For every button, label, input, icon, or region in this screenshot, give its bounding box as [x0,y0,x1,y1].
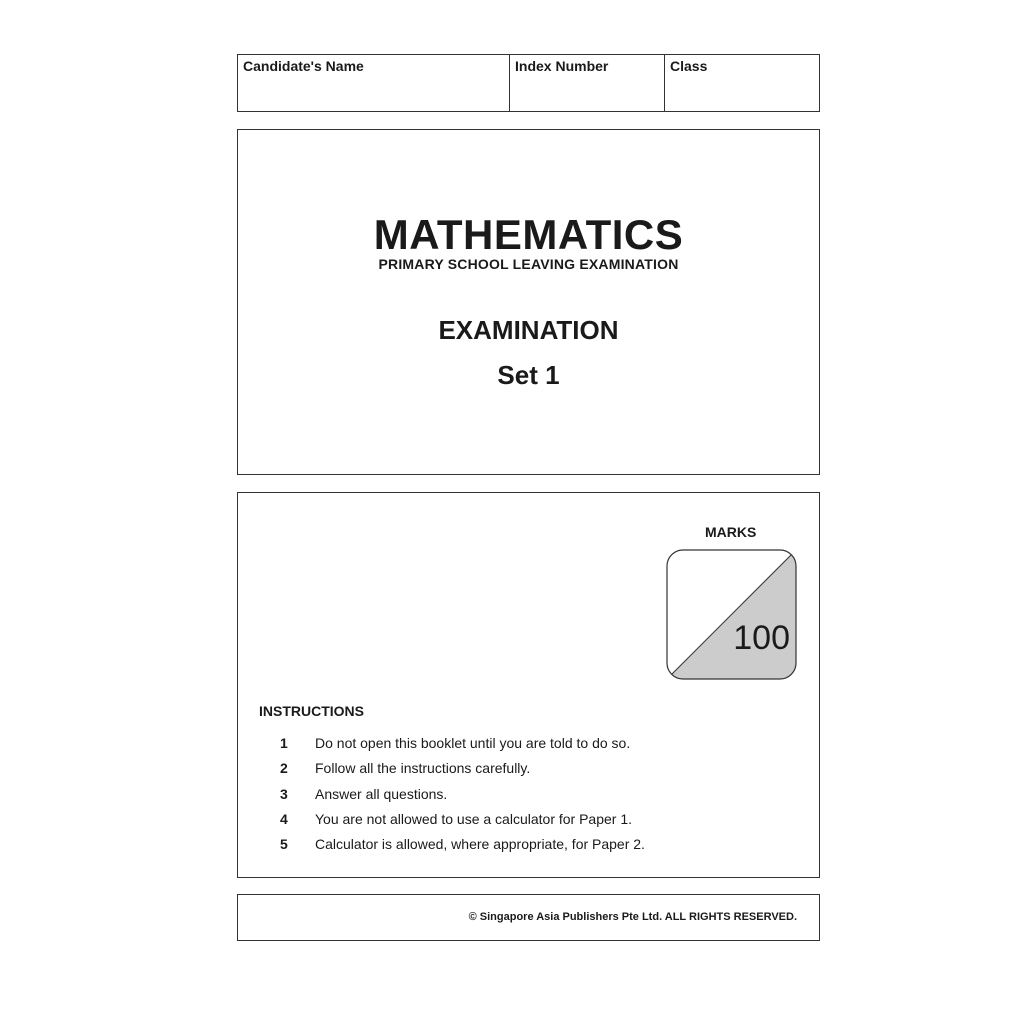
index-number-label: Index Number [515,58,609,74]
instruction-text: Follow all the instructions carefully. [315,760,531,776]
title-panel [237,129,820,475]
class-label: Class [670,58,708,74]
instruction-item [280,811,632,827]
instruction-number: 2 [280,760,288,776]
candidate-name-label: Candidate's Name [243,58,364,74]
marks-label: MARKS [705,524,757,540]
instruction-text: Answer all questions. [315,786,448,802]
marks-box [666,549,797,680]
instruction-item [280,735,630,751]
instruction-item [280,760,530,776]
index-number-field[interactable] [510,55,665,111]
exam-subtitle: PRIMARY SCHOOL LEAVING EXAMINATION [378,256,679,272]
copyright-notice: © Singapore Asia Publishers Pte Ltd. ALL RIGHTS RESERVED. [468,911,797,923]
instructions-heading: INSTRUCTIONS [259,703,364,719]
subject-title: MATHEMATICS [373,211,684,258]
instruction-text: You are not allowed to use a calculator for Paper 1. [315,811,633,827]
instructions-panel [237,492,820,878]
footer-panel [237,894,820,941]
class-field[interactable] [665,55,819,111]
instruction-number: 1 [280,735,288,751]
instruction-number: 3 [280,786,288,802]
instruction-text: Calculator is allowed, where appropriate, for Paper 2. [315,836,645,852]
candidate-info-table [237,54,820,112]
set-heading: Set 1 [497,360,560,390]
exam-heading: EXAMINATION [438,315,619,345]
instruction-number: 4 [280,811,288,827]
candidate-name-field[interactable] [238,55,510,111]
instruction-number: 5 [280,836,288,852]
instruction-item [280,786,447,802]
instruction-text: Do not open this booklet until you are told to do so. [315,735,631,751]
instruction-item [280,836,645,852]
marks-total: 100 [733,619,790,657]
